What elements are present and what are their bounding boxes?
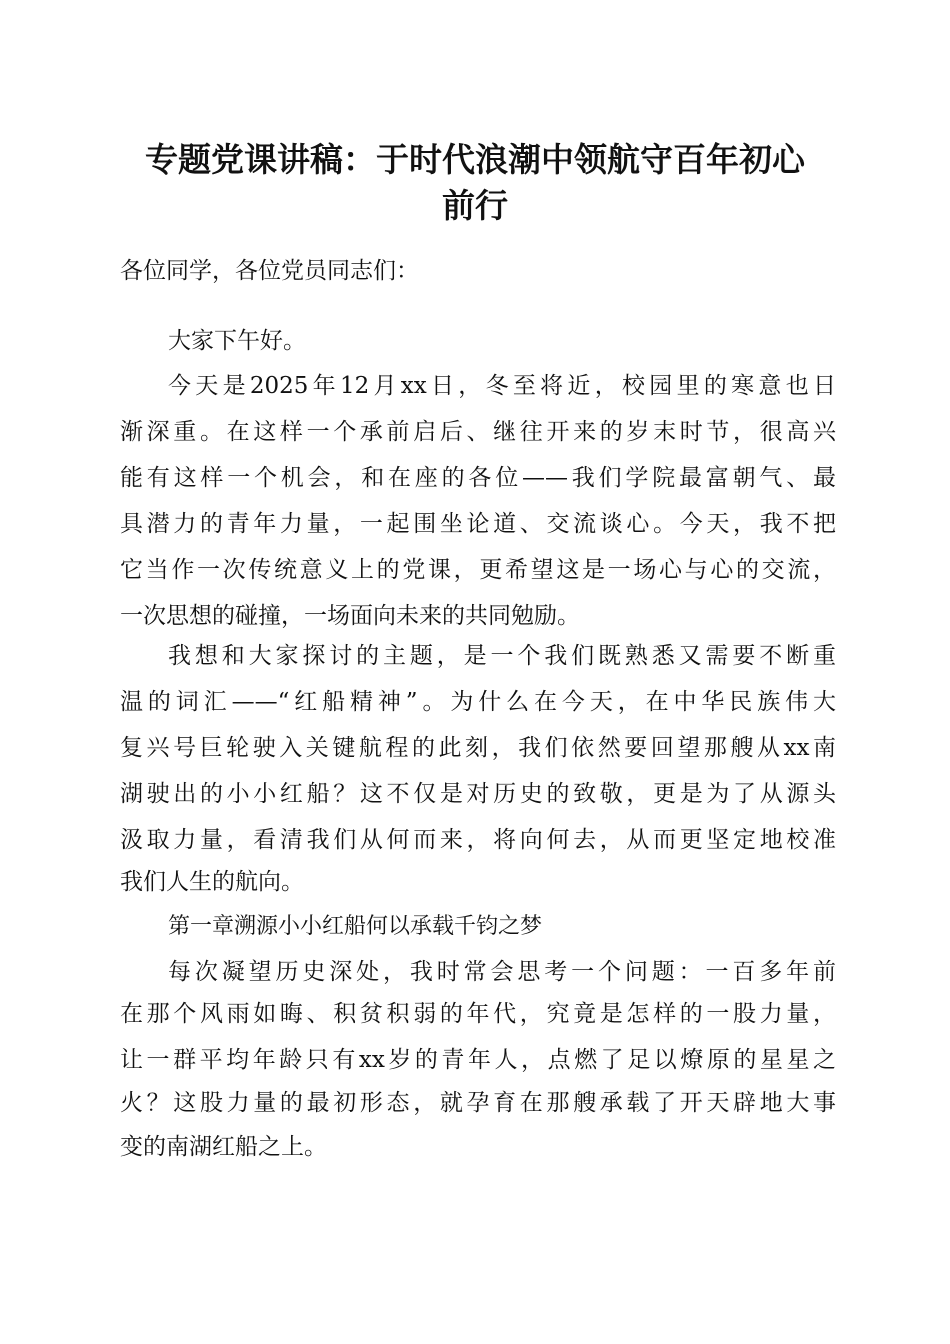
paragraph-2-line: 湖驶出的小小红船？这不仅是对历史的致敬，更是为了从源头: [120, 781, 836, 807]
paragraph-1-line: 一次思想的碰撞，一场面向未来的共同勉励。: [120, 603, 580, 629]
paragraph-3-line: 让一群平均年龄只有xx岁的青年人，点燃了足以燎原的星星之: [120, 1047, 836, 1073]
paragraph-1-line: 渐深重。在这样一个承前启后、继往开来的岁末时节，很高兴: [120, 419, 836, 445]
paragraph-2-line: 复兴号巨轮驶入关键航程的此刻，我们依然要回望那艘从xx南: [120, 735, 836, 761]
paragraph-3-line: 每次凝望历史深处，我时常会思考一个问题：一百多年前: [168, 959, 836, 985]
paragraph-1-line: 它当作一次传统意义上的党课，更希望这是一场心与心的交流，: [120, 557, 836, 583]
document-title-line-1: 专题党课讲稿：于时代浪潮中领航守百年初心: [145, 140, 805, 179]
paragraph-3-line: 在那个风雨如晦、积贫积弱的年代，究竟是怎样的一股力量，: [120, 1001, 836, 1027]
chapter-heading: 第一章溯源小小红船何以承载千钧之梦: [168, 914, 543, 939]
paragraph-1-line: 今天是2025年12月xx日，冬至将近，校园里的寒意也日: [168, 373, 836, 399]
paragraph-2-line: 我们人生的航向。: [120, 869, 304, 895]
paragraph-1-line: 具潜力的青年力量，一起围坐论道、交流谈心。今天，我不把: [120, 511, 836, 537]
paragraph-2-line: 我想和大家探讨的主题，是一个我们既熟悉又需要不断重: [168, 643, 836, 669]
salutation: 各位同学，各位党员同志们：: [120, 258, 419, 284]
paragraph-1-line: 能有这样一个机会，和在座的各位——我们学院最富朝气、最: [120, 465, 836, 491]
paragraph-2-line: 温的词汇——“红船精神”。为什么在今天，在中华民族伟大: [120, 689, 836, 715]
paragraph-3-line: 火？这股力量的最初形态，就孕育在那艘承载了开天辟地大事: [120, 1090, 836, 1116]
greeting: 大家下午好。: [168, 328, 306, 354]
paragraph-3-line: 变的南湖红船之上。: [120, 1134, 327, 1160]
document-title-line-2: 前行: [442, 186, 508, 225]
paragraph-2-line: 汲取力量，看清我们从何而来，将向何去，从而更坚定地校准: [120, 827, 836, 853]
